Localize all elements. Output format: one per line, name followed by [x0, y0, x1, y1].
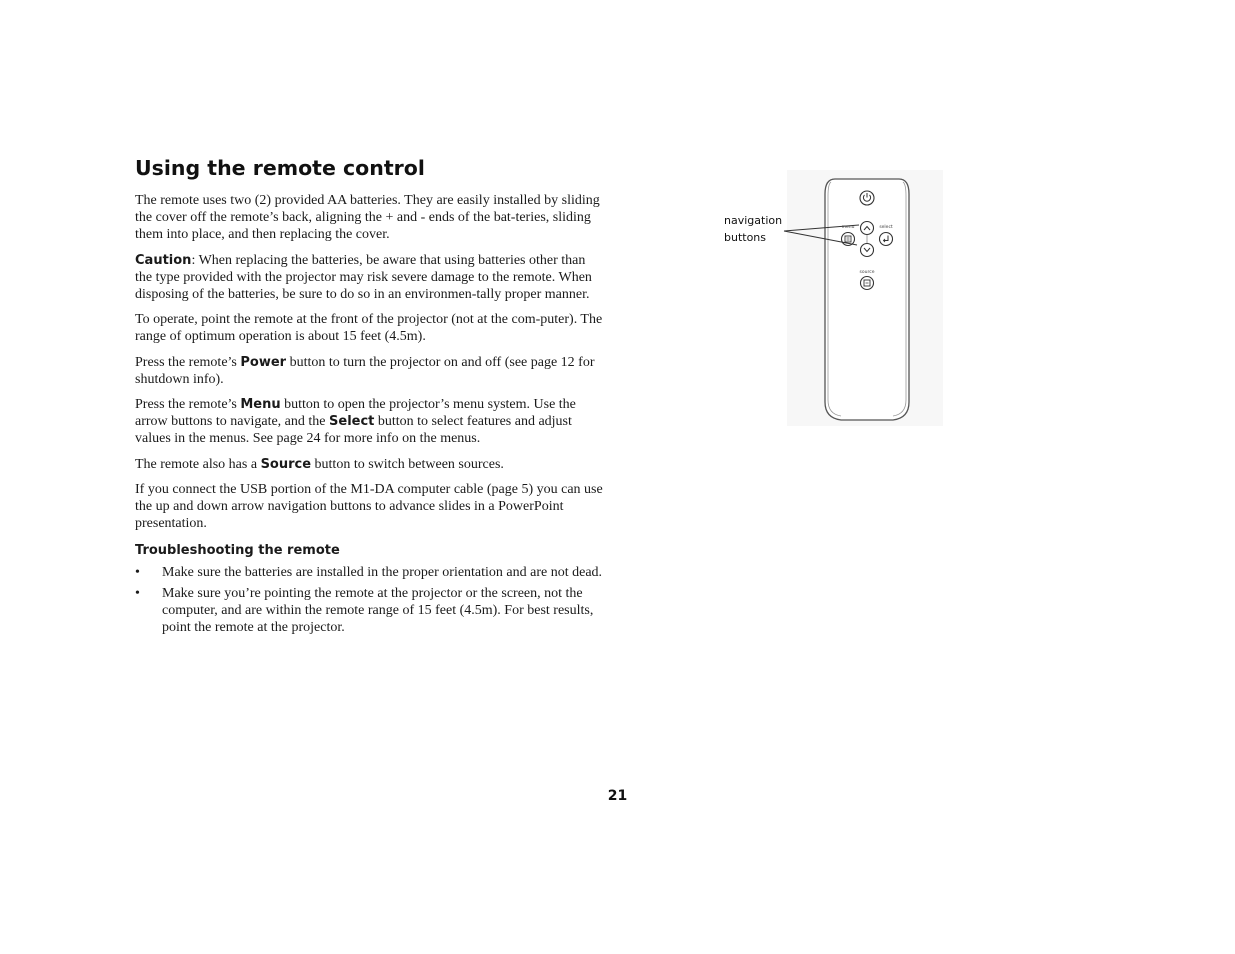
- power-button-graphic: [860, 191, 874, 205]
- list-item-text: Make sure the batteries are installed in the proper orientation and are not dead.: [162, 564, 603, 580]
- text-run: The remote also has a: [135, 456, 261, 472]
- bullet-mark: •: [135, 585, 140, 601]
- paragraph-menu: [135, 396, 605, 448]
- source-term: Source: [260, 456, 312, 472]
- caution-text: : When replacing the batteries, be aware that using batteries other than the type provided with the projector may risk severe damage to the remote. When disposing of the batteries, be sure to do so in an environmen-tally proper manner.: [135, 252, 592, 303]
- select-label: select: [879, 225, 893, 230]
- text-run: button to switch between sources.: [311, 456, 504, 472]
- caution-label: Caution: [135, 252, 192, 268]
- paragraph-operate: To operate, point the remote at the front of the projector (not at the com-puter). The range of optimum operation is about 15 feet (4.5m).: [135, 312, 603, 345]
- remote-body: [825, 179, 909, 420]
- callout-label-navigation: navigation: [724, 214, 783, 227]
- menu-label: menu: [841, 225, 855, 230]
- remote-control-figure: [715, 168, 955, 428]
- troubleshooting-list: [135, 564, 605, 637]
- up-arrow-button-graphic: [861, 222, 874, 235]
- remote-control-illustration: [715, 168, 955, 428]
- body-text: [135, 192, 605, 640]
- power-term: Power: [240, 354, 287, 370]
- list-item: [135, 564, 605, 581]
- text-run: Press the remote’s: [135, 354, 241, 370]
- bullet-mark: •: [135, 564, 140, 580]
- paragraph-usb: If you connect the USB portion of the M1-DA computer cable (page 5) you can use the up and down arrow navigation buttons to advance slides in a PowerPoint presentation.: [135, 481, 603, 532]
- list-item: [135, 585, 605, 637]
- paragraph-power: [135, 354, 605, 388]
- troubleshooting-heading: Troubleshooting the remote: [135, 543, 340, 559]
- menu-term: Menu: [240, 397, 281, 413]
- down-arrow-button-graphic: [861, 244, 874, 257]
- page-title: Using the remote control: [135, 156, 425, 180]
- callout-label-buttons: buttons: [724, 231, 767, 244]
- paragraph-batteries: The remote uses two (2) provided AA batteries. They are easily installed by sliding the cover off the remote’s back, aligning the + and - ends of the bat-teries, sliding them into place, and then replacing the cover.: [135, 193, 600, 243]
- list-item-text: Make sure you’re pointing the remote at the projector or the screen, not the computer, and are within the remote range of 15 feet (4.5m). For best results, point the remote at the projector.: [162, 585, 594, 636]
- select-term: Select: [329, 414, 375, 430]
- select-button-graphic: [880, 233, 893, 246]
- text-run: button to turn the projector on and off (see page 12 for shutdown info).: [135, 354, 595, 387]
- text-run: button to open the projector’s menu system. Use the arrow buttons to navigate, and the: [135, 397, 576, 430]
- source-button-graphic: [861, 277, 874, 290]
- text-run: button to select features and adjust values in the menus. See page 24 for more info on the menus.: [135, 414, 572, 447]
- paragraph-caution: [135, 252, 605, 304]
- source-label: source: [859, 270, 875, 275]
- page-number: 21: [607, 788, 628, 804]
- text-run: Press the remote’s: [135, 397, 241, 413]
- paragraph-source: [135, 456, 605, 473]
